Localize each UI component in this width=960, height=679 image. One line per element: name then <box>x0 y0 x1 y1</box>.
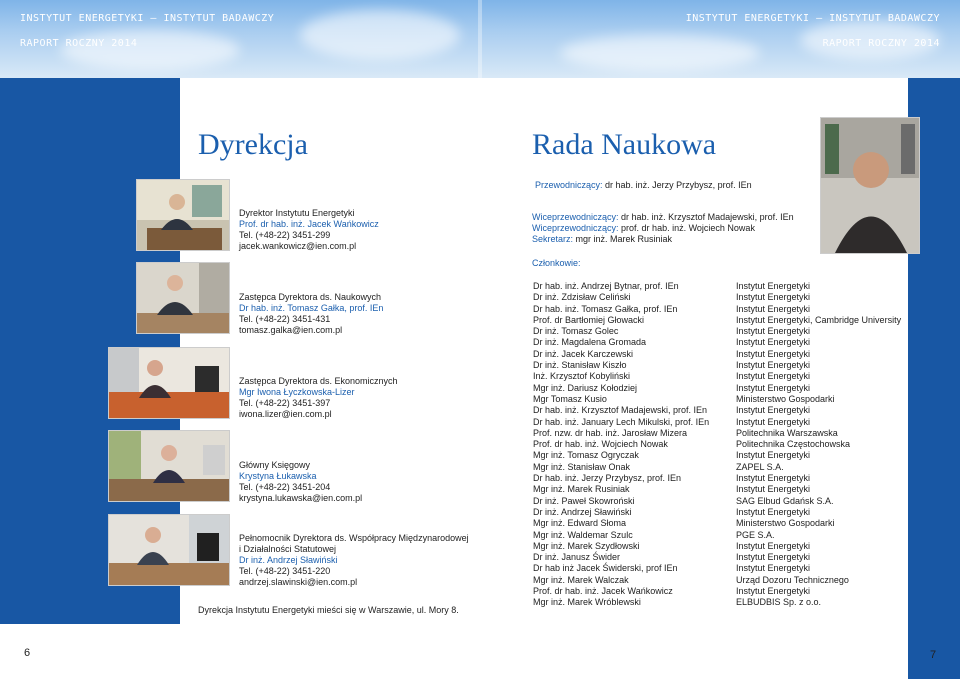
cloud-decoration <box>300 10 460 60</box>
header-banner <box>0 0 960 78</box>
member-name: Dr inż. Paweł Skowroński <box>533 495 635 506</box>
cloud-decoration <box>60 30 240 70</box>
member-org: Instytut Energetyki <box>736 281 811 291</box>
role: Główny Księgowy <box>239 460 311 470</box>
member-org: PGE S.A. <box>736 529 775 540</box>
member-name: Dr inż. Stanisław Kiszło <box>533 360 627 371</box>
cloud-decoration <box>560 35 760 71</box>
member-name: Dr hab. inż. Jerzy Przybysz, prof. IEn <box>533 473 682 484</box>
page-seam <box>478 0 482 78</box>
member-org: Instytut Energetyki <box>736 552 811 563</box>
chief-accountant-photo <box>108 430 230 502</box>
member-org: Instytut Energetyki <box>736 348 811 359</box>
members-names-column <box>533 281 709 609</box>
member-org: Instytut Energetyki <box>736 303 811 314</box>
member-name: Dr hab inż Jacek Świderski, prof IEn <box>533 563 678 574</box>
phone: Tel. (+48-22) 3451-220 <box>239 566 331 576</box>
chair-label: Przewodniczący: <box>535 180 603 190</box>
deputy-science-photo <box>136 262 230 334</box>
vice2-name: prof. dr hab. inż. Wojciech Nowak <box>621 223 755 233</box>
member-org: Urząd Dozoru Technicznego <box>736 574 849 585</box>
page-number-left: 6 <box>24 647 31 659</box>
plenipotentiary-photo <box>108 514 230 586</box>
page-number-right: 7 <box>930 649 937 661</box>
phone: Tel. (+48-22) 3451-431 <box>239 314 331 324</box>
member-name: Dr hab. inż. Andrzej Bytnar, prof. IEn <box>533 281 679 291</box>
member-name: Dr inż. Tomasz Golec <box>533 326 619 337</box>
header-right-subtitle: RAPORT ROCZNY 2014 <box>822 38 940 49</box>
council-secretary <box>532 234 672 245</box>
member-name: Prof. dr Bartłomiej Głowacki <box>533 314 645 325</box>
member-org: ZAPEL S.A. <box>736 461 784 472</box>
name: Mgr Iwona Łyczkowska-Lizer <box>239 387 355 397</box>
member-org: Instytut Energetyki <box>736 371 811 382</box>
header-left-subtitle: RAPORT ROCZNY 2014 <box>20 38 138 49</box>
director-photo <box>136 179 230 251</box>
director-4 <box>239 460 362 504</box>
member-name: Dr inż. Janusz Świder <box>533 552 621 563</box>
council-chair <box>535 180 752 191</box>
director-3 <box>239 376 398 420</box>
name: Dr inż. Andrzej Sławiński <box>239 555 338 565</box>
left-page-bottom <box>0 624 480 679</box>
chair-name: dr hab. inż. Jerzy Przybysz, prof. IEn <box>605 180 752 190</box>
member-org: Instytut Energetyki <box>736 484 811 495</box>
member-org: Instytut Energetyki <box>736 292 811 303</box>
member-name: Mgr inż. Dariusz Kołodziej <box>533 382 638 393</box>
member-name: Dr hab. inż. Krzysztof Madajewski, prof. IEn <box>533 405 708 416</box>
secretary-name: mgr inż. Marek Rusiniak <box>575 234 673 244</box>
council-chair-photo <box>820 117 920 254</box>
deputy-economics-photo <box>108 347 230 419</box>
role: Zastępca Dyrektora ds. Ekonomicznych <box>239 376 398 386</box>
director-2 <box>239 292 383 336</box>
member-name: Prof. nzw. dr hab. inż. Jarosław Mizera <box>533 427 688 438</box>
member-org: Instytut Energetyki <box>736 563 811 574</box>
member-org: Instytut Energetyki <box>736 416 811 427</box>
member-org: Instytut Energetyki <box>736 450 811 461</box>
director-5 <box>239 533 469 588</box>
page-title-dyrekcja: Dyrekcja <box>198 128 308 161</box>
member-name: Dr inż. Jacek Karczewski <box>533 348 634 359</box>
member-name: Mgr inż. Tomasz Ogryczak <box>533 450 639 461</box>
right-page-bottom <box>480 624 908 679</box>
member-name: Inż. Krzysztof Kobyliński <box>533 371 631 382</box>
role: Pełnomocnik Dyrektora ds. Współpracy Międzynarodowej <box>239 533 469 543</box>
member-name: Dr inż. Zdzisław Celiński <box>533 292 631 303</box>
member-name: Mgr inż. Marek Szydłowski <box>533 540 640 551</box>
header-left-title: INSTYTUT ENERGETYKI – INSTYTUT BADAWCZY <box>20 13 275 24</box>
member-org: ELBUDBIS Sp. z o.o. <box>736 597 822 608</box>
vice2-label: Wiceprzewodniczący: <box>532 223 619 233</box>
member-org: Instytut Energetyki <box>736 360 811 371</box>
member-name: Mgr inż. Marek Rusiniak <box>533 484 630 495</box>
member-name: Prof. dr hab. inż. Jacek Wańkowicz <box>533 586 673 597</box>
member-org: Instytut Energetyki <box>736 382 811 393</box>
council-vice-2 <box>532 223 755 234</box>
member-name: Mgr inż. Edward Słoma <box>533 518 627 529</box>
page-title-rada-naukowa: Rada Naukowa <box>532 128 717 161</box>
member-org: SAG Elbud Gdańsk S.A. <box>736 495 834 506</box>
member-name: Mgr Tomasz Kusio <box>533 393 607 404</box>
council-vice-1 <box>532 212 794 223</box>
member-org: Instytut Energetyki, Cambridge University <box>736 314 902 325</box>
email[interactable]: krystyna.lukawska@ien.com.pl <box>239 493 363 503</box>
role: Zastępca Dyrektora ds. Naukowych <box>239 292 382 302</box>
name: Dr hab. inż. Tomasz Gałka, prof. IEn <box>239 303 384 313</box>
director-1 <box>239 208 379 252</box>
member-org: Ministerstwo Gospodarki <box>736 518 835 529</box>
header-right-title: INSTYTUT ENERGETYKI – INSTYTUT BADAWCZY <box>685 13 940 24</box>
member-org: Instytut Energetyki <box>736 540 811 551</box>
phone: Tel. (+48-22) 3451-204 <box>239 482 331 492</box>
role-continued: i Działalności Statutowej <box>239 544 337 554</box>
member-org: Ministerstwo Gospodarki <box>736 393 835 404</box>
member-name: Mgr inż. Marek Walczak <box>533 574 629 585</box>
members-orgs-column <box>736 281 901 609</box>
member-org: Instytut Energetyki <box>736 506 811 517</box>
phone: Tel. (+48-22) 3451-299 <box>239 230 331 240</box>
member-name: Mgr inż. Waldemar Szulc <box>533 529 633 540</box>
email[interactable]: iwona.lizer@ien.com.pl <box>239 409 332 419</box>
member-org: Politechnika Warszawska <box>736 427 838 438</box>
vice1-label: Wiceprzewodniczący: <box>532 212 619 222</box>
member-org: Instytut Energetyki <box>736 326 811 337</box>
member-name: Dr hab. inż. Tomasz Gałka, prof. IEn <box>533 303 678 314</box>
name: Krystyna Łukawska <box>239 471 317 481</box>
email[interactable]: andrzej.slawinski@ien.com.pl <box>239 577 358 587</box>
vice1-name: dr hab. inż. Krzysztof Madajewski, prof. IEn <box>621 212 794 222</box>
member-name: Dr hab. inż. January Lech Mikulski, prof. IEn <box>533 416 710 427</box>
member-org: Instytut Energetyki <box>736 473 811 484</box>
address-footer: Dyrekcja Instytutu Energetyki mieści się w Warszawie, ul. Mory 8. <box>198 605 459 615</box>
member-name: Mgr inż. Stanisław Onak <box>533 461 631 472</box>
member-org: Instytut Energetyki <box>736 405 811 416</box>
name: Prof. dr hab. inż. Jacek Wańkowicz <box>239 219 379 229</box>
email[interactable]: tomasz.galka@ien.com.pl <box>239 325 343 335</box>
member-name: Dr inż. Andrzej Sławiński <box>533 506 632 517</box>
phone: Tel. (+48-22) 3451-397 <box>239 398 331 408</box>
email[interactable]: jacek.wankowicz@ien.com.pl <box>239 241 357 251</box>
member-name: Prof. dr hab. inż. Wojciech Nowak <box>533 439 668 450</box>
member-org: Politechnika Częstochowska <box>736 439 851 450</box>
member-name: Dr inż. Magdalena Gromada <box>533 337 647 348</box>
member-org: Instytut Energetyki <box>736 586 811 597</box>
member-org: Instytut Energetyki <box>736 337 811 348</box>
role: Dyrektor Instytutu Energetyki <box>239 208 355 218</box>
secretary-label: Sekretarz: <box>532 234 574 244</box>
members-label: Członkowie: <box>532 258 581 268</box>
member-name: Mgr inż. Marek Wróblewski <box>533 597 641 608</box>
